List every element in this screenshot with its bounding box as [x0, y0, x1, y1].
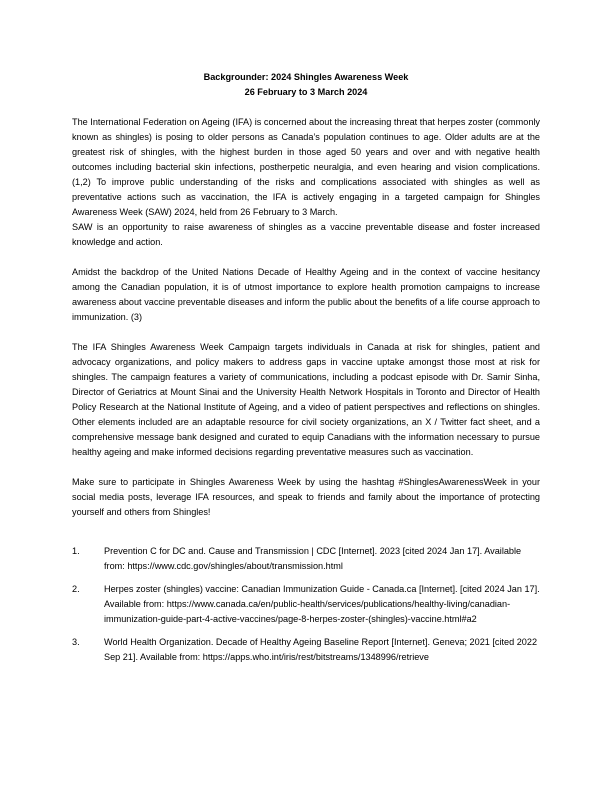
- paragraph-spacer: [72, 325, 540, 340]
- document-title: Backgrounder: 2024 Shingles Awareness Week: [203, 72, 409, 82]
- reference-number: 1.: [72, 546, 80, 556]
- references-spacer: [72, 520, 540, 544]
- reference-text: World Health Organization. Decade of Healthy Ageing Baseline Report [Internet]. Geneva; 2021 [cited 2022 Sep 21]. Available from: https://apps.who.int/iris/rest/bitstreams/1348996/retrieve: [104, 637, 538, 662]
- paragraph-ifa-concern: The International Federation on Ageing (IFA) is concerned about the increasing threat that herpes zoster (commonly known as shingles) is posing to older persons as Canada’s population continues to age. Older adults are at the greatest risk of shingles, with the highest burden in those aged 50 years and over and with negative health outcomes including bacterial skin infections, postherpetic neuralgia, and even hearing and vision complications. (1,2) To improve public understanding of the risks and complications associated with shingles as well as preventative actions such as vaccination, the IFA is actively engaging in a targeted campaign for Shingles Awareness Week (SAW) 2024, held from 26 February to 3 March.: [72, 117, 540, 217]
- reference-text: Prevention C for DC and. Cause and Transmission | CDC [Internet]. 2023 [cited 2024 Jan 17]. Available from: https://www.cdc.gov/shingles/about/transmission.html: [104, 546, 522, 571]
- reference-item: [72, 582, 540, 627]
- paragraph-call-to-action: Make sure to participate in Shingles Awareness Week by using the hashtag #ShinglesAwarenessWeek in your social media posts, leverage IFA resources, and speak to friends and family about the importance of protecting yourself and others from Shingles!: [72, 477, 540, 517]
- reference-item: [72, 635, 540, 665]
- reference-item: [72, 544, 540, 574]
- paragraph-campaign-targets: The IFA Shingles Awareness Week Campaign targets individuals in Canada at risk for shingles, patient and advocacy organizations, and policy makers to address gaps in vaccine uptake amongst those most at risk for shingles. The campaign features a variety of communications, including a podcast episode with Dr. Samir Sinha, Director of Geriatrics at Mount Sinai and the University Health Network Hospitals in Toronto and Director of Health Policy Research at the National Institute of Ageing, and a video of patient perspectives and reflections on shingles. Other elements included are an adaptable resource for civil society organizations, an X / Twitter fact sheet, and a comprehensive message bank designed and curated to equip Canadians with the information necessary to pursue healthy ageing and make informed decisions regarding preventative measures such as vaccination.: [72, 342, 540, 457]
- paragraph-saw-opportunity: SAW is an opportunity to raise awareness of shingles as a vaccine preventable disease and foster increased knowledge and action.: [72, 222, 540, 247]
- document-date-range: 26 February to 3 March 2024: [244, 87, 368, 97]
- document-body: [72, 70, 540, 673]
- title-spacer: [72, 100, 540, 115]
- reference-number: 2.: [72, 584, 80, 594]
- reference-list: [72, 544, 540, 665]
- paragraph-spacer: [72, 250, 540, 265]
- paragraph-spacer: [72, 460, 540, 475]
- reference-text: Herpes zoster (shingles) vaccine: Canadian Immunization Guide - Canada.ca [Internet]. [cited 2024 Jan 17]. Available from: https://www.canada.ca/en/public-health/services/publications/healthy-living/canadian-immunization-guide-part-4-active-vaccines/page-8-herpes-zoster-(shingles)-vaccine.html#a2: [104, 584, 540, 624]
- reference-number: 3.: [72, 637, 80, 647]
- paragraph-decade-healthy-ageing: Amidst the backdrop of the United Nations Decade of Healthy Ageing and in the context of vaccine hesitancy among the Canadian population, it is of utmost importance to explore health promotion campaigns to increase awareness about vaccine preventable diseases and inform the public about the benefits of a life course approach to immunization. (3): [72, 267, 540, 322]
